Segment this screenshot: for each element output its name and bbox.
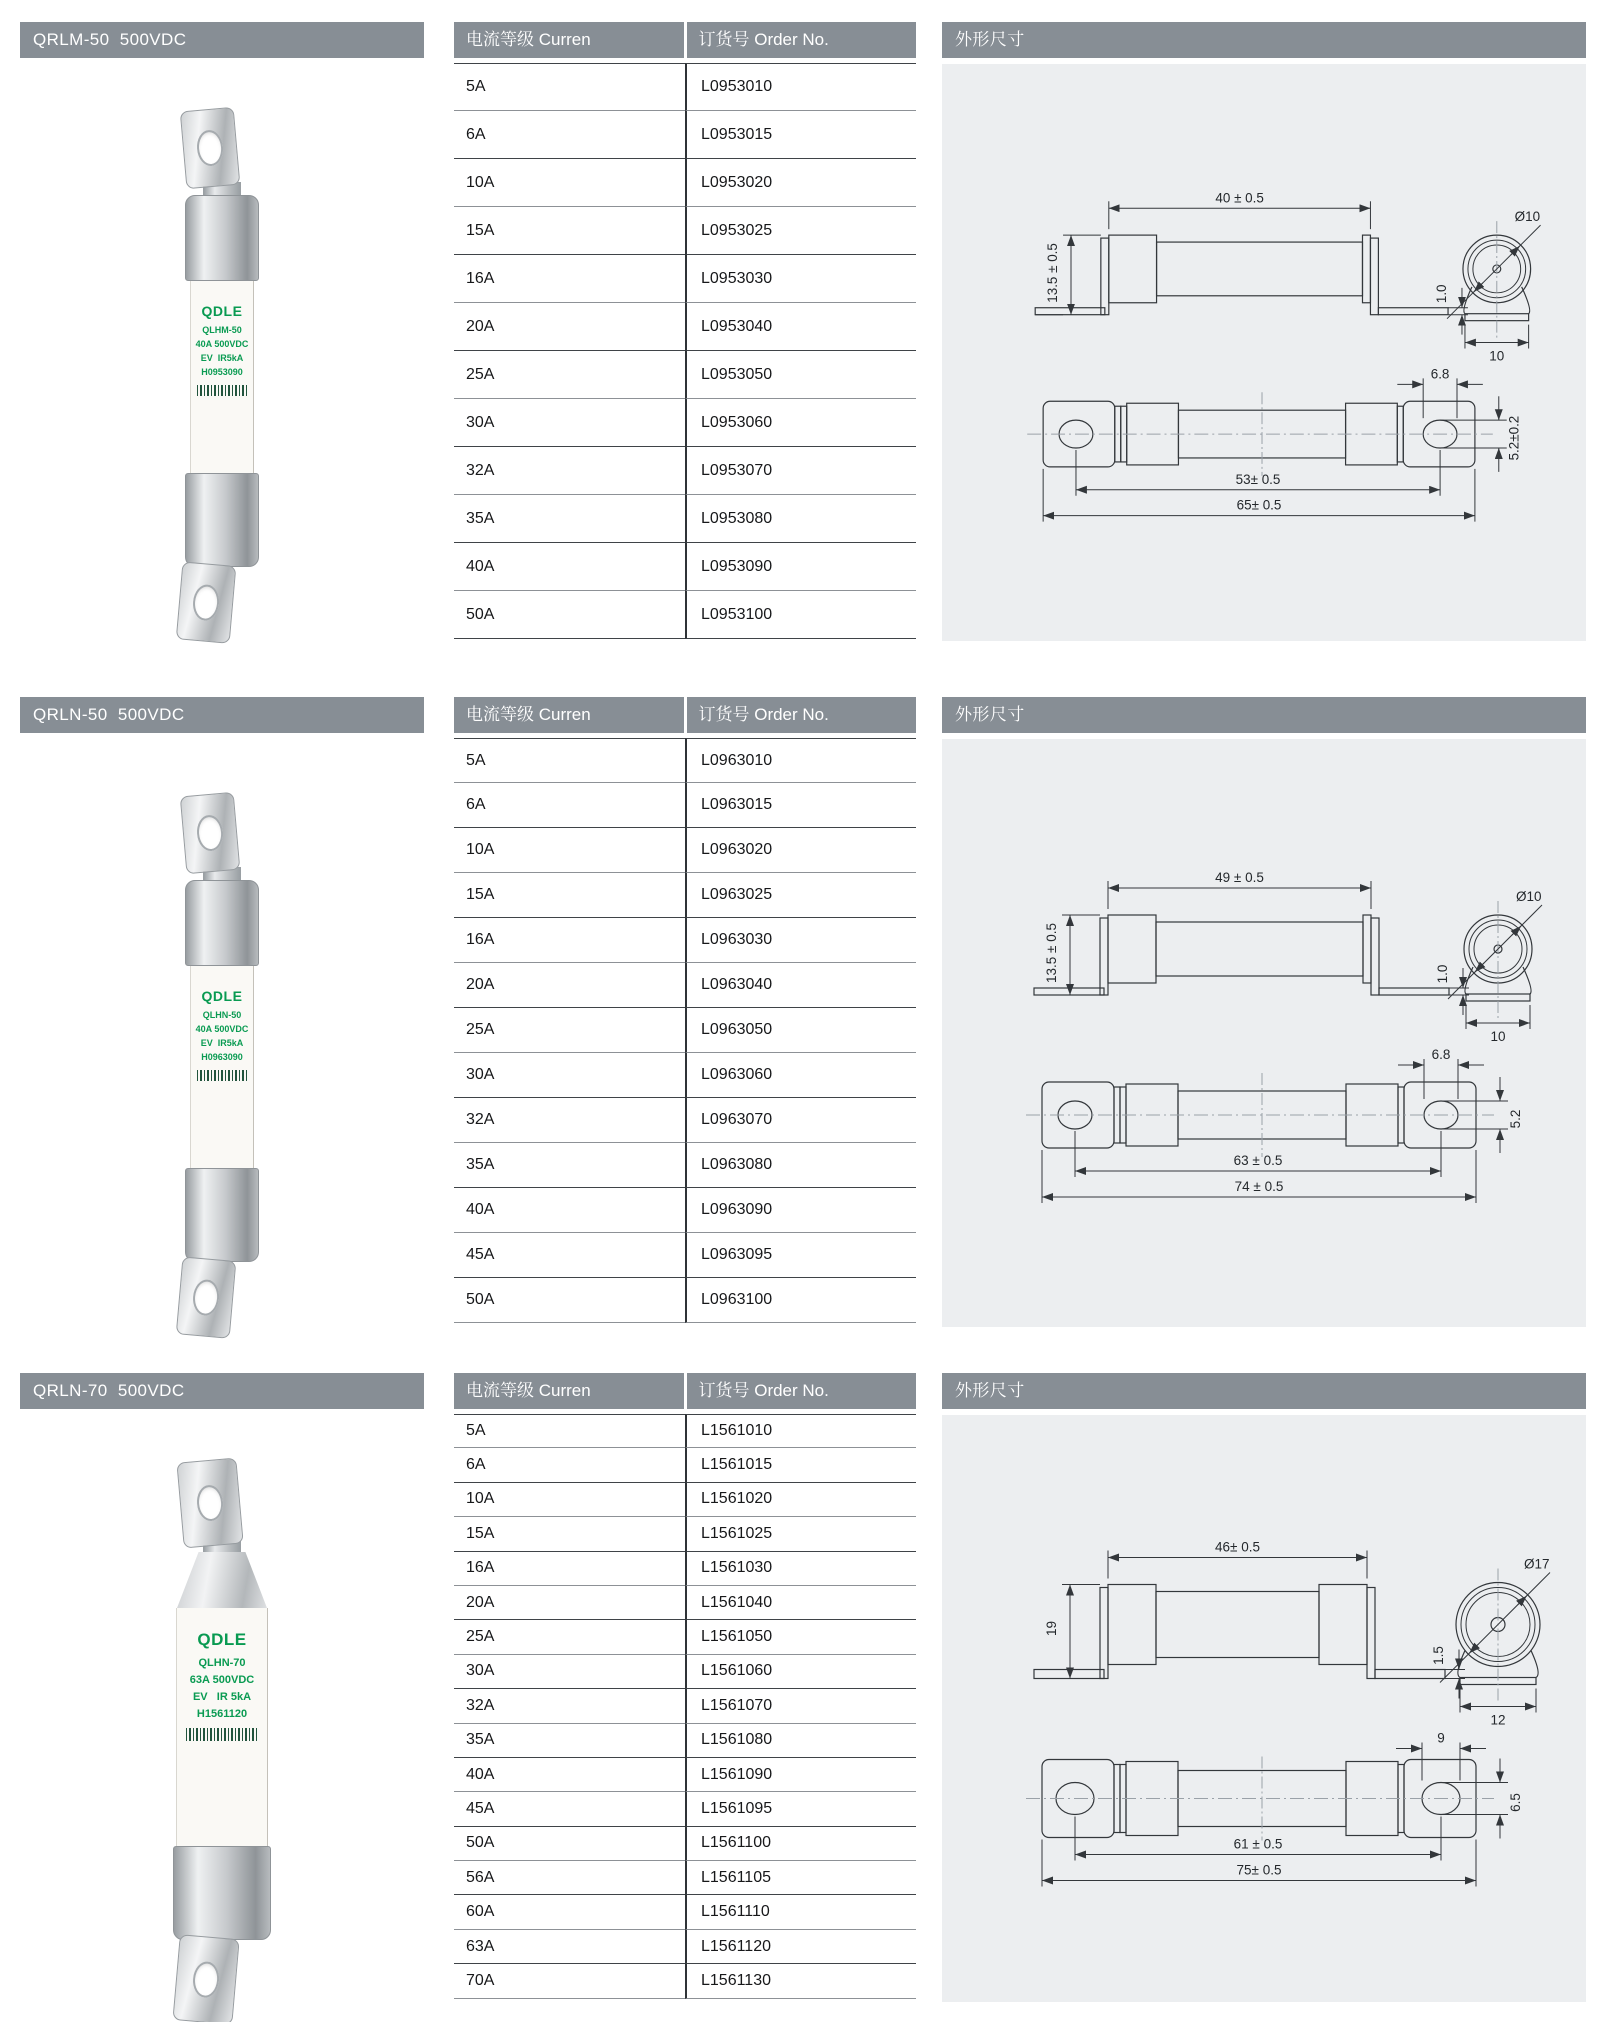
svg-text:5.2±0.2: 5.2±0.2 [1506,415,1522,461]
dimensions-block [942,22,1586,641]
order-number-cell: L1561025 [685,1517,916,1551]
order-number-cell: L1561080 [685,1724,916,1758]
product-title-bar [20,697,424,733]
order-number-cell: L0963080 [685,1143,916,1188]
order-number-cell: L0963090 [685,1188,916,1233]
order-number-cell: L1561015 [685,1448,916,1482]
product-photo [20,733,424,1338]
product-card [20,697,424,1338]
table-body [454,63,916,639]
current-cell: 70A [454,1964,685,1998]
current-cell: 40A [454,543,685,591]
svg-text:1.0: 1.0 [1435,964,1450,984]
order-number-cell: L0953090 [685,543,916,591]
label-rating: 40A 500VDC [195,338,249,349]
table-header-row [454,1373,916,1409]
order-number-cell: L1561040 [685,1586,916,1620]
brand-logo: QDLE [201,303,243,319]
order-number-cell: L0953025 [685,207,916,255]
svg-text:6.8: 6.8 [1430,366,1450,382]
current-cell: 15A [454,1517,685,1551]
current-cell: 6A [454,1448,685,1482]
svg-text:53± 0.5: 53± 0.5 [1235,471,1281,487]
current-cell: 10A [454,828,685,873]
label-rating: 40A 500VDC [195,1023,249,1034]
product-title: QRLN-70 500VDC [33,1381,185,1400]
order-number-cell: L0953010 [685,63,916,111]
label-serial: H0953090 [201,366,243,377]
current-cell: 20A [454,303,685,351]
tab-hole [192,584,221,622]
table-header-row [454,697,916,733]
order-number-cell: L0953070 [685,447,916,495]
table-header-order: 订货号 Order No. [687,1373,917,1409]
order-number-cell: L0963015 [685,783,916,828]
ceramic-body [190,281,254,473]
product-card [20,1373,424,2022]
svg-text:Ø10: Ø10 [1514,209,1541,225]
current-cell: 5A [454,63,685,111]
table-body [454,1414,916,1999]
dimension-drawing [942,64,1586,641]
order-number-cell: L1561095 [685,1792,916,1826]
current-cell: 15A [454,873,685,918]
current-cell: 60A [454,1895,685,1929]
svg-text:Ø17: Ø17 [1524,1556,1550,1572]
order-number-cell: L0953100 [685,591,916,639]
table-header-order: 订货号 Order No. [687,22,917,58]
order-number-cell: L1561060 [685,1655,916,1689]
label-model: QLHN-50 [202,1010,242,1020]
svg-text:40 ± 0.5: 40 ± 0.5 [1215,190,1264,206]
product-photo [20,58,424,643]
brand-logo: QDLE [201,988,243,1004]
current-cell: 50A [454,591,685,639]
order-number-cell: L0963070 [685,1098,916,1143]
table-header-order: 订货号 Order No. [687,697,917,733]
current-cell: 50A [454,1278,685,1323]
table-header-current: 电流等级 Curren [454,1373,684,1409]
current-cell: 10A [454,1483,685,1517]
svg-text:1.0: 1.0 [1434,284,1450,304]
current-cell: 16A [454,255,685,303]
mounting-tab-top [180,107,241,189]
table-header-row [454,22,916,58]
current-cell: 5A [454,1414,685,1448]
dimension-drawing [942,739,1586,1327]
mounting-tab-bottom [172,1934,239,2022]
order-number-cell: L1561100 [685,1827,916,1861]
label-serial: H0963090 [201,1051,243,1062]
tab-hole [196,814,225,852]
current-cell: 30A [454,1053,685,1098]
brand-logo: QDLE [197,1630,247,1649]
mounting-tab-bottom [176,561,237,643]
table-header-current: 电流等级 Curren [454,22,684,58]
order-number-cell: L0963025 [685,873,916,918]
current-cell: 40A [454,1188,685,1233]
order-number-cell: L0963050 [685,1008,916,1053]
tab-hole [192,1961,221,1999]
current-cell: 32A [454,1098,685,1143]
order-number-cell: L1561120 [685,1930,916,1964]
label-spec: EV IR5kA [200,352,244,363]
order-number-cell: L0963030 [685,918,916,963]
order-number-cell: L0953040 [685,303,916,351]
order-number-cell: L1561090 [685,1758,916,1792]
current-cell: 20A [454,1586,685,1620]
current-cell: 50A [454,1827,685,1861]
label-model: QLHM-50 [202,325,242,335]
order-table [454,697,916,1323]
svg-text:63 ± 0.5: 63 ± 0.5 [1233,1153,1283,1168]
svg-text:13.5 ± 0.5: 13.5 ± 0.5 [1044,923,1059,983]
order-number-cell: L0963040 [685,963,916,1008]
drawing-title-bar [942,697,1586,733]
product-title-bar [20,22,424,58]
order-number-cell: L0953060 [685,399,916,447]
metal-cap-bottom [173,1846,271,1940]
tab-hole [196,129,225,167]
product-card [20,22,424,643]
current-cell: 32A [454,447,685,495]
order-table [454,1373,916,1999]
svg-text:10: 10 [1489,348,1505,364]
current-cell: 30A [454,1655,685,1689]
current-cell: 45A [454,1233,685,1278]
label-serial: H1561120 [196,1708,248,1721]
svg-text:9: 9 [1437,1730,1445,1746]
product-title: QRLM-50 500VDC [33,30,187,49]
order-number-cell: L1561070 [685,1689,916,1723]
current-cell: 10A [454,159,685,207]
current-cell: 25A [454,1008,685,1053]
mounting-tab-top [180,792,241,874]
product-photo [20,1409,424,2022]
svg-text:Ø10: Ø10 [1516,889,1542,904]
svg-text:19: 19 [1044,1620,1059,1637]
order-number-cell: L0953020 [685,159,916,207]
svg-text:10: 10 [1490,1029,1506,1044]
metal-cap-bottom [185,473,259,567]
order-number-cell: L1561105 [685,1861,916,1895]
current-cell: 40A [454,1758,685,1792]
svg-text:65± 0.5: 65± 0.5 [1236,497,1282,513]
order-number-cell: L0963060 [685,1053,916,1098]
mounting-tab-top [176,1458,243,1549]
current-cell: 5A [454,738,685,783]
order-number-cell: L0963100 [685,1278,916,1323]
current-cell: 35A [454,495,685,543]
label-spec: EV IR5kA [200,1037,244,1048]
order-number-cell: L1561110 [685,1895,916,1929]
table-body [454,738,916,1323]
label-spec: EV IR 5kA [192,1691,252,1704]
tab-hole [192,1279,221,1317]
order-number-cell: L0953030 [685,255,916,303]
svg-text:13.5 ± 0.5: 13.5 ± 0.5 [1045,243,1061,303]
product-title: QRLN-50 500VDC [33,705,185,724]
order-number-cell: L1561130 [685,1964,916,1998]
order-table [454,22,916,639]
drawing-title-bar [942,1373,1586,1409]
current-cell: 32A [454,1689,685,1723]
svg-text:46± 0.5: 46± 0.5 [1215,1539,1260,1555]
svg-text:6.8: 6.8 [1431,1047,1451,1062]
ceramic-body [176,1608,268,1846]
ceramic-cone [177,1552,267,1608]
drawing-panel [942,64,1586,641]
current-cell: 25A [454,351,685,399]
svg-text:61 ± 0.5: 61 ± 0.5 [1233,1836,1283,1852]
metal-cap-top [185,195,259,281]
metal-cap-top [185,880,259,966]
drawing-title-bar [942,22,1586,58]
mounting-tab-bottom [176,1256,237,1338]
barcode [197,385,247,396]
dimensions-block [942,697,1586,1327]
current-cell: 15A [454,207,685,255]
order-number-cell: L0963095 [685,1233,916,1278]
product-title-bar [20,1373,424,1409]
drawing-panel [942,739,1586,1327]
current-cell: 25A [454,1620,685,1654]
drawing-title: 外形尺寸 [955,30,1025,49]
label-rating: 63A 500VDC [189,1674,255,1687]
order-number-cell: L1561020 [685,1483,916,1517]
svg-text:49 ± 0.5: 49 ± 0.5 [1215,870,1264,885]
current-cell: 45A [454,1792,685,1826]
order-number-cell: L1561030 [685,1552,916,1586]
current-cell: 35A [454,1143,685,1188]
current-cell: 16A [454,1552,685,1586]
current-cell: 6A [454,111,685,159]
drawing-panel [942,1415,1586,2002]
metal-cap-bottom [185,1168,259,1262]
current-cell: 16A [454,918,685,963]
barcode [197,1070,247,1081]
order-number-cell: L0953080 [685,495,916,543]
current-cell: 35A [454,1724,685,1758]
current-cell: 30A [454,399,685,447]
current-cell: 63A [454,1930,685,1964]
dimension-drawing [942,1415,1586,2002]
dimensions-block [942,1373,1586,2002]
svg-text:12: 12 [1490,1712,1506,1728]
current-cell: 6A [454,783,685,828]
current-cell: 20A [454,963,685,1008]
drawing-title: 外形尺寸 [955,1381,1025,1400]
tab-hole [196,1484,225,1522]
svg-text:5.2: 5.2 [1508,1109,1523,1129]
drawing-title: 外形尺寸 [955,705,1025,724]
order-number-cell: L1561050 [685,1620,916,1654]
svg-text:1.5: 1.5 [1431,1646,1446,1665]
order-number-cell: L0963010 [685,738,916,783]
order-number-cell: L0963020 [685,828,916,873]
svg-text:75± 0.5: 75± 0.5 [1236,1862,1282,1878]
svg-text:74 ± 0.5: 74 ± 0.5 [1234,1179,1284,1194]
table-header-current: 电流等级 Curren [454,697,684,733]
svg-text:6.5: 6.5 [1508,1793,1523,1812]
current-cell: 56A [454,1861,685,1895]
label-model: QLHN-70 [198,1657,246,1669]
barcode [186,1728,258,1741]
ceramic-body [190,966,254,1168]
order-number-cell: L0953050 [685,351,916,399]
order-number-cell: L1561010 [685,1414,916,1448]
order-number-cell: L0953015 [685,111,916,159]
